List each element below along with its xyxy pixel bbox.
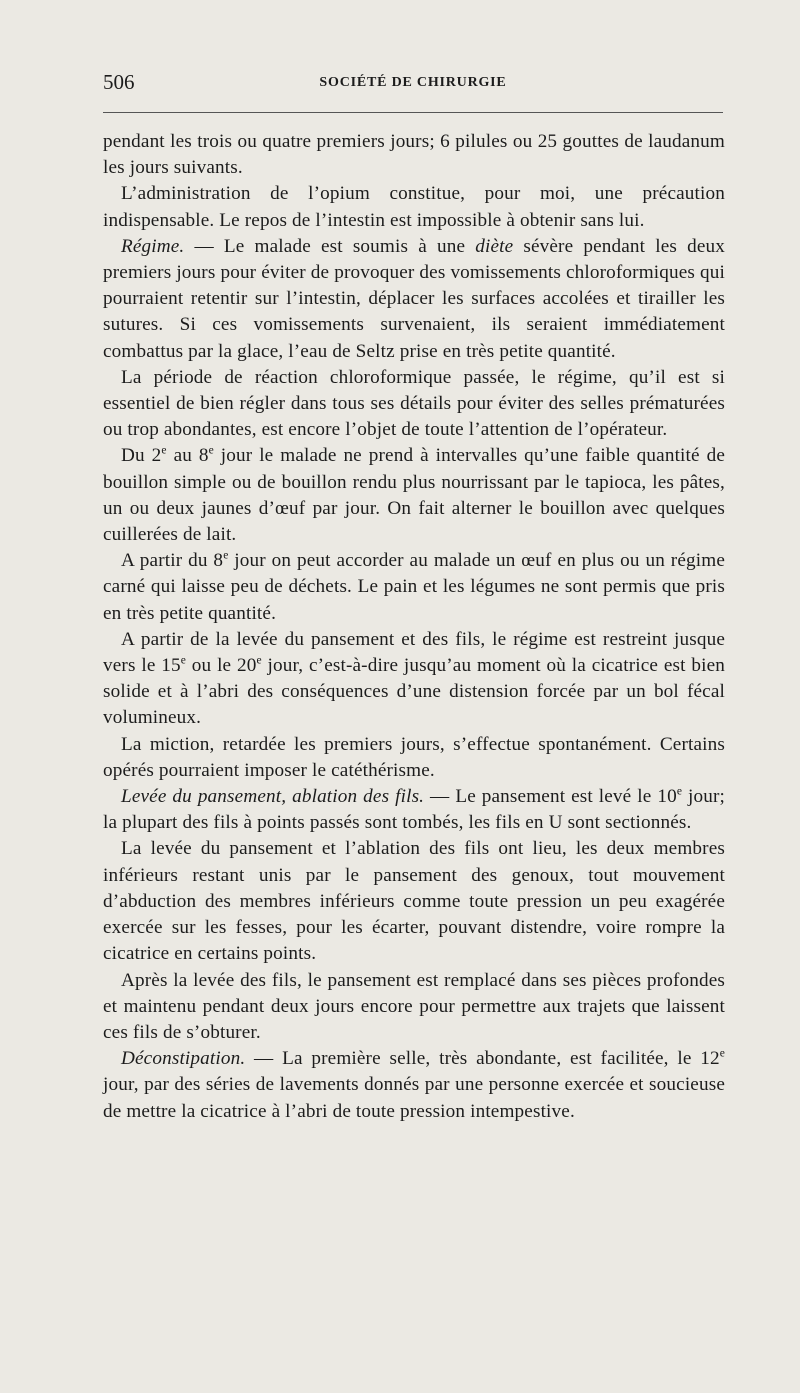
text-run: jour; la plupart des fils à points passés sont tombés, les fils en U sont sectionnés. <box>103 786 726 834</box>
ordinal-suffix: e <box>223 549 229 562</box>
paragraph <box>103 234 725 365</box>
text-run: Du 2 <box>121 445 162 467</box>
paragraph <box>103 627 725 732</box>
body-text <box>103 129 725 1125</box>
text-run: jour, c’est-à-dire jusqu’au moment où la cicatrice est bien solide et à l’abri des conséquences d’une distension forcée par un bol fécal volumineux. <box>103 655 726 729</box>
ordinal-suffix: e <box>208 445 214 458</box>
text-run: A partir de la levée du pansement et des fils, le régime est restreint jusque vers le 15 <box>103 628 725 677</box>
paragraph: Après la levée des fils, le pansement est remplacé dans ses pièces profondes et maintenu pendant deux jours encore pour permettre aux trajets que laissent ces fils de s’obturer. <box>103 969 725 1043</box>
section-heading: Régime. <box>121 235 185 257</box>
paragraph: La levée du pansement et l’ablation des fils ont lieu, les deux membres inférieurs restant unis par le pansement des genoux, tout mouvement d’abduction des membres inférieurs comme toute pression un peu exagérée exercée sur les fesses, pour les écarter, pouvant distendre, voire rompre la cicatrice en certains points. <box>103 838 725 965</box>
header-rule <box>103 112 723 113</box>
paragraph: La période de réaction chloroformique passée, le régime, qu’il est si essentiel de bien régler dans tous ses détails pour éviter des selles prématurées ou trop abondantes, est encore l’objet de toute l’attention de l’opérateur. <box>103 366 725 441</box>
paragraph: L’administration de l’opium constitue, pour moi, une précaution indispensable. Le repos de l’intestin est impossible à obtenir sans lui. <box>103 183 725 231</box>
text-run: ou le 20 <box>186 655 257 677</box>
paragraph: pendant les trois ou quatre premiers jours; 6 pilules ou 25 gouttes de laudanum les jours suivants. <box>103 131 725 179</box>
text-run: — La première selle, très abondante, est facilitée, le 12 <box>245 1048 720 1070</box>
ordinal-suffix: e <box>676 785 683 798</box>
ordinal-suffix: e <box>161 445 167 458</box>
paragraph <box>103 1046 725 1125</box>
paragraph <box>103 784 725 836</box>
text-run: — Le pansement est levé le 10 <box>424 786 677 808</box>
text-run: au 8 <box>166 445 209 467</box>
emphasis: diète <box>475 235 514 257</box>
ordinal-suffix: e <box>180 654 187 667</box>
text-run: jour on peut accorder au malade un œuf en plus ou un régime carné qui laisse peu de déchets. Le pain et les légumes ne sont permis que pris en très petite quantité. <box>103 550 725 624</box>
paragraph <box>103 548 725 627</box>
page-number: 506 <box>103 70 135 94</box>
section-heading: Déconstipation. <box>121 1048 246 1070</box>
text-run: jour le malade ne prend à intervalles qu’une faible quantité de bouillon simple ou de bouillon rendu plus nourrissant par le tapioca, les pâtes, un ou deux jaunes d’œuf par jour. On fait alterner le bouillon avec quelques cuillerées de lait. <box>103 445 725 546</box>
text-run: sévère pendant les deux premiers jours pour éviter de provoquer des vomissements chloroformiques qui pourraient retentir sur l’intestin, déplacer les surfaces accolées et tirailler les sutures. Si ces vomissements survenaient, ils seraient immédiatement combattus par la glace, l’eau de Seltz prise en très petite quantité. <box>103 235 726 362</box>
paragraph <box>103 443 725 548</box>
ordinal-suffix: e <box>719 1047 725 1060</box>
paragraph: La miction, retardée les premiers jours, s’effectue spontanément. Certains opérés pourraient imposer le catéthérisme. <box>103 733 725 781</box>
text-run: jour, par des séries de lavements donnés par une personne exercée et soucieuse de mettre la cicatrice à l’abri de toute pression intempestive. <box>103 1074 725 1122</box>
text-run: — Le malade est soumis à une <box>184 235 476 257</box>
ordinal-suffix: e <box>256 654 262 667</box>
text-run: A partir du 8 <box>121 550 224 572</box>
page-header <box>103 68 723 100</box>
running-title: SOCIÉTÉ DE CHIRURGIE <box>319 75 507 90</box>
section-heading: Levée du pansement, ablation des fils. <box>121 786 425 808</box>
